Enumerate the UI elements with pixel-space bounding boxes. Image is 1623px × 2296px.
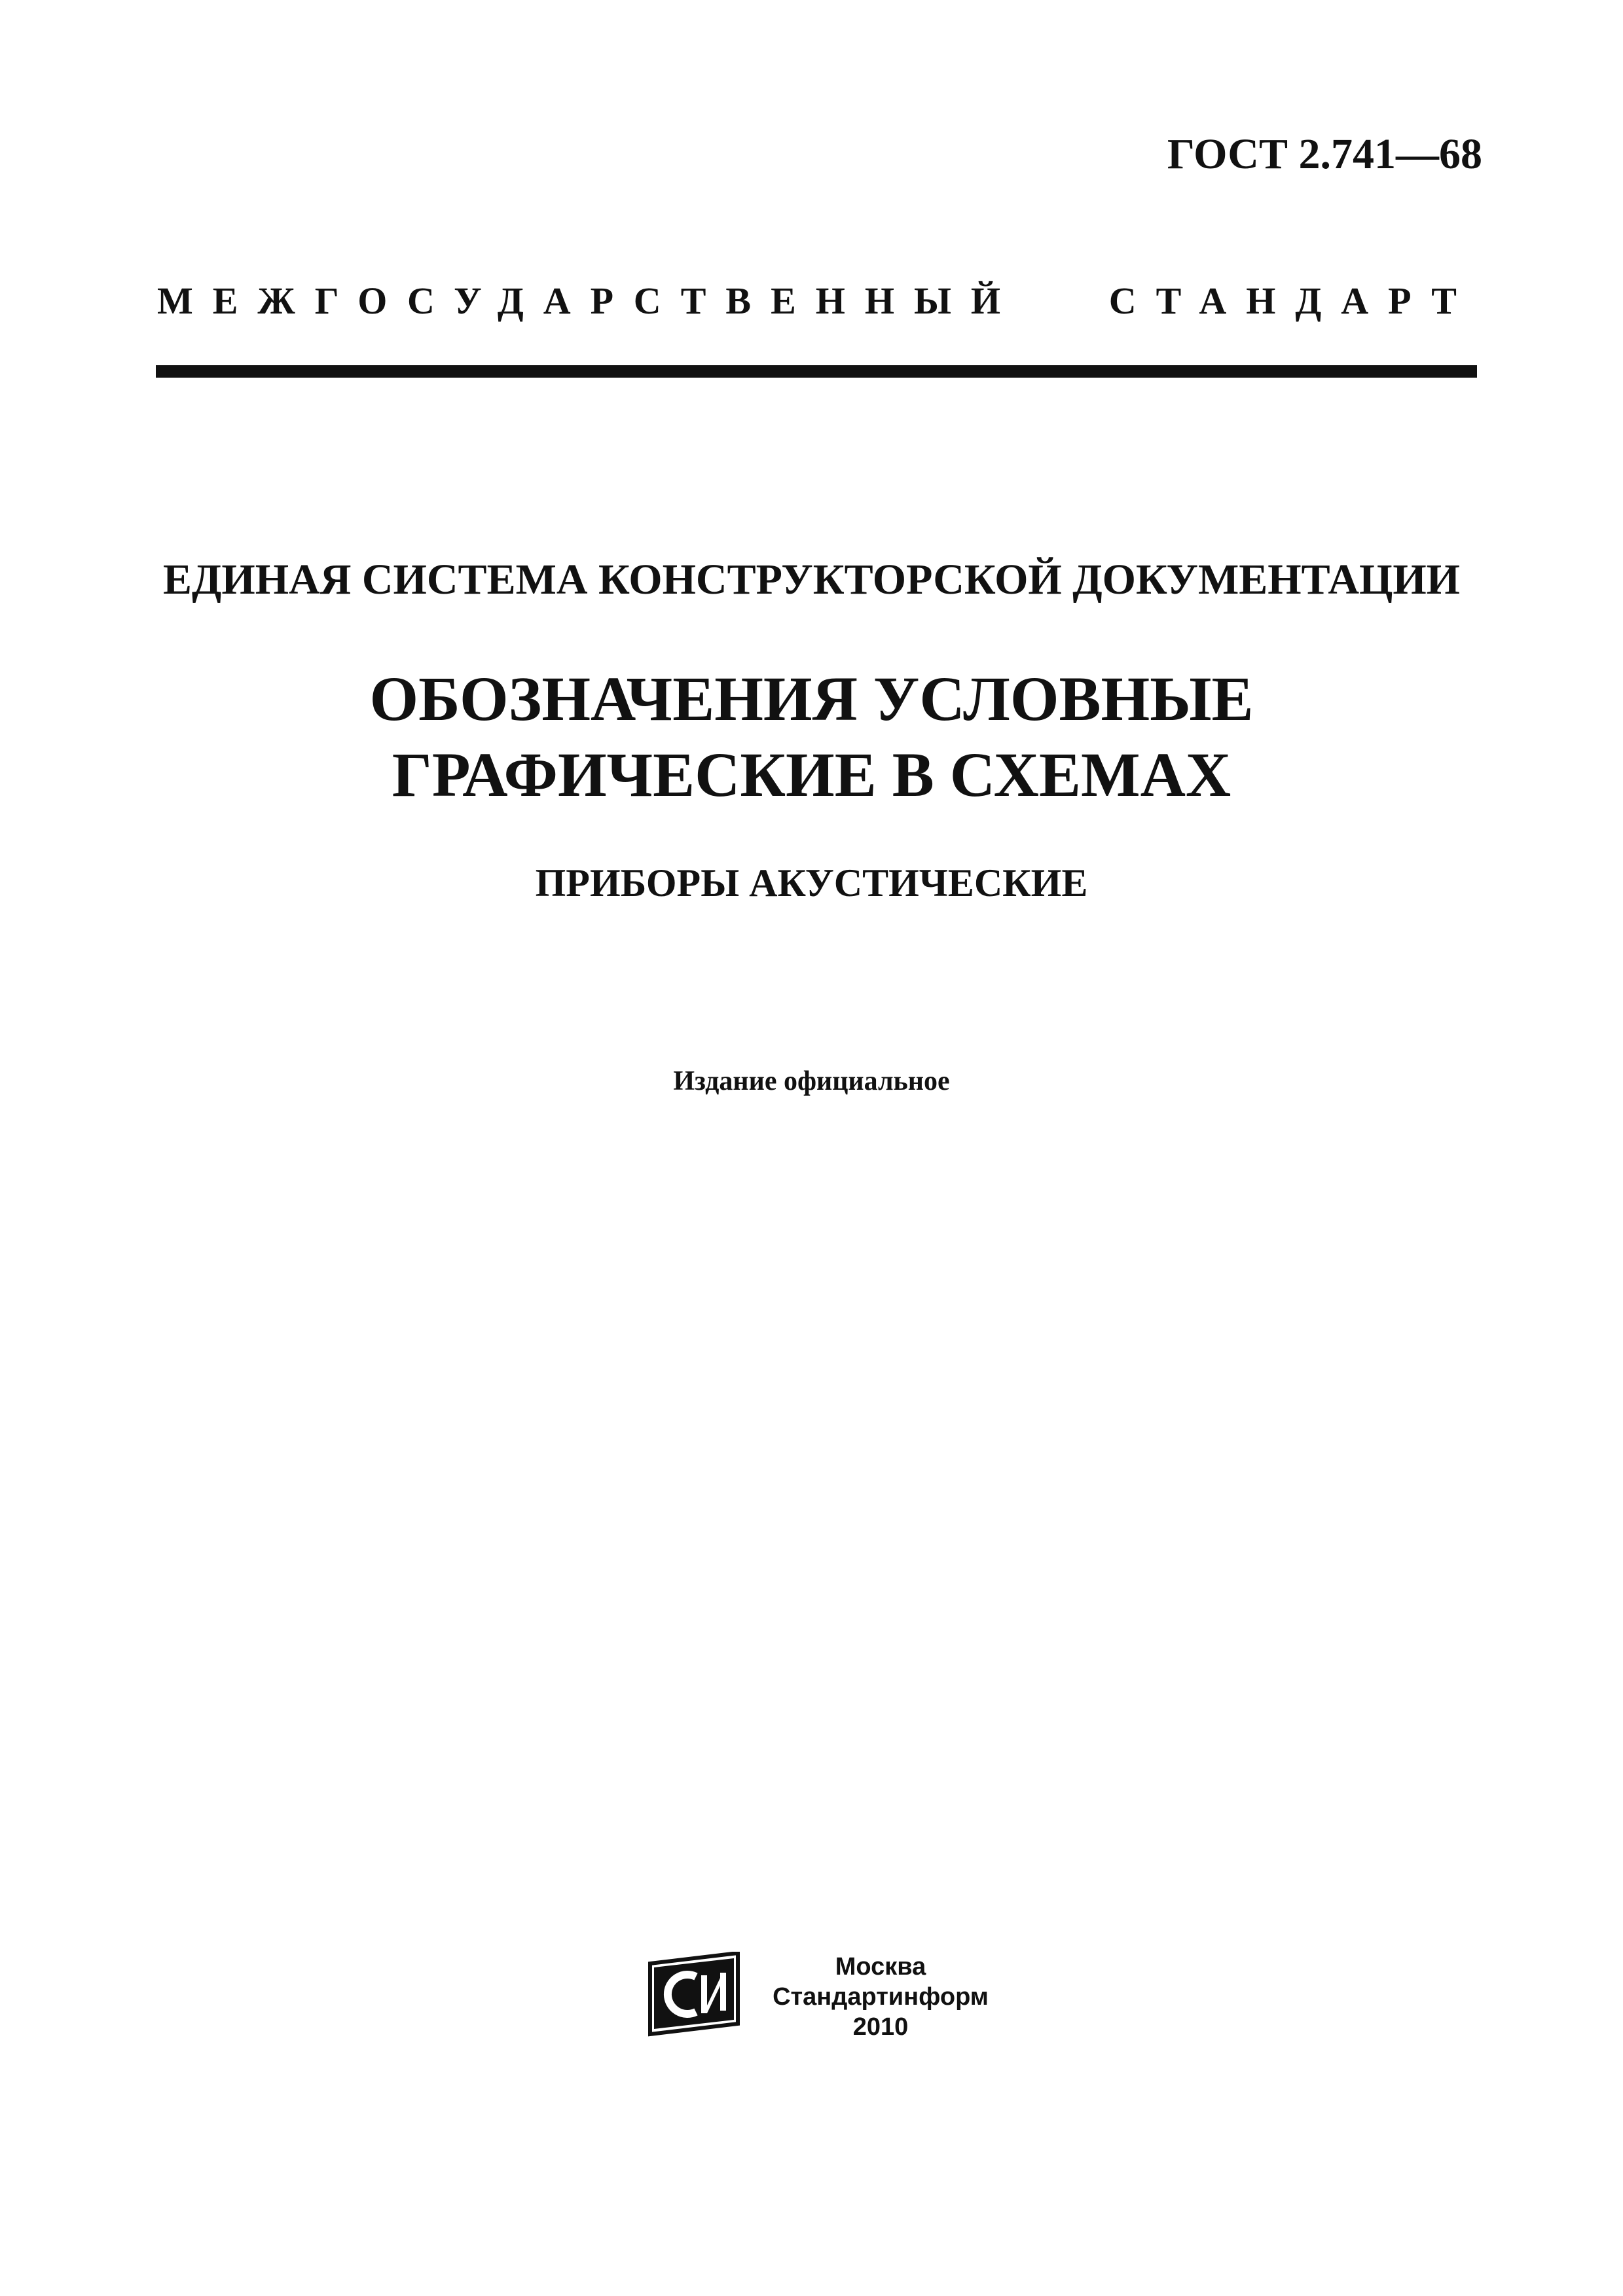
header-divider bbox=[156, 365, 1477, 378]
publisher-imprint bbox=[763, 1952, 998, 2042]
category-word-standard: СТАНДАРТ bbox=[1108, 279, 1476, 322]
category-word-interstate: МЕЖГОСУДАРСТВЕННЫЙ bbox=[157, 279, 1021, 322]
document-number: ГОСТ 2.741—68 bbox=[1167, 130, 1482, 178]
imprint-city: Москва bbox=[835, 1953, 926, 1981]
document-title-line-2: ГРАФИЧЕСКИЕ В СХЕМАХ bbox=[392, 740, 1231, 810]
series-title: ЕДИНАЯ СИСТЕМА КОНСТРУКТОРСКОЙ ДОКУМЕНТАЦИИ bbox=[162, 556, 1461, 603]
imprint-publisher: Стандартинформ bbox=[773, 1983, 989, 2011]
document-title-line-1: ОБОЗНАЧЕНИЯ УСЛОВНЫЕ bbox=[369, 664, 1254, 734]
imprint-year: 2010 bbox=[852, 2013, 909, 2041]
standartinform-logo-icon bbox=[645, 1952, 743, 2037]
document-title bbox=[0, 661, 1623, 813]
document-subtitle: ПРИБОРЫ АКУСТИЧЕСКИЕ bbox=[535, 861, 1088, 905]
edition-note: Издание официальное bbox=[673, 1066, 950, 1096]
document-category bbox=[157, 279, 1476, 323]
